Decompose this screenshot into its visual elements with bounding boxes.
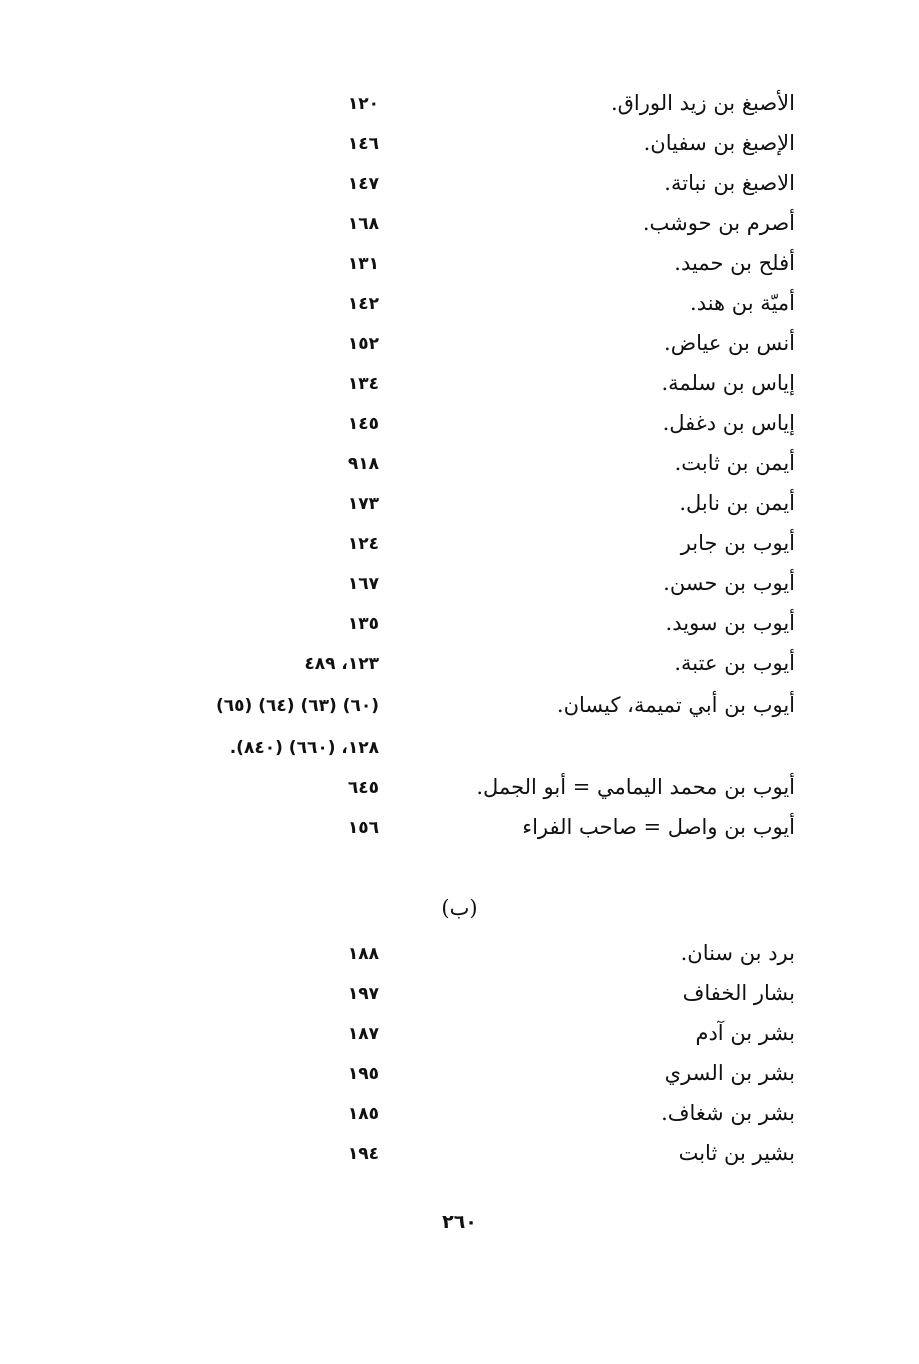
- index-entry: [0, 528, 919, 568]
- entry-pages: ١٨٥: [347, 1104, 379, 1124]
- entry-name: بشر بن شغاف.: [661, 1101, 795, 1125]
- index-entry: [0, 368, 919, 408]
- index-entry: [0, 288, 919, 328]
- page-number: ٢٦٠: [442, 1211, 477, 1233]
- entry-name: أيوب بن حسن.: [663, 571, 795, 595]
- index-entry: [0, 408, 919, 448]
- index-entry: [0, 88, 919, 128]
- entry-name: أيمن بن ثابت.: [674, 451, 795, 475]
- entry-name: أيوب بن عتبة.: [674, 651, 795, 675]
- entry-name: أيوب بن محمد اليمامي = أبو الجمل.: [476, 775, 795, 799]
- entry-name: الإصبغ بن سفيان.: [643, 131, 795, 155]
- entry-pages: (٦٠) (٦٣) (٦٤) (٦٥): [215, 696, 379, 716]
- entry-pages: ١٢٠: [347, 94, 379, 114]
- index-entry: [0, 1018, 919, 1058]
- entry-pages: ١٩٧: [347, 984, 379, 1004]
- entry-pages: ١٦٧: [347, 574, 379, 594]
- entry-name: الاصبغ بن نباتة.: [664, 171, 795, 195]
- entry-pages: ١٤٢: [347, 294, 379, 314]
- index-entry: [0, 812, 919, 852]
- entry-pages: ١٦٨: [347, 214, 379, 234]
- entry-name: أيوب بن أبي تميمة، كيسان.: [556, 693, 795, 717]
- index-entry: [0, 1138, 919, 1178]
- index-entry: [0, 1098, 919, 1138]
- entry-pages: ١٥٢: [347, 334, 379, 354]
- entry-pages: ١٣٤: [347, 374, 379, 394]
- entry-name: بشار الخفاف: [682, 981, 795, 1005]
- entry-pages: ١٤٧: [347, 174, 379, 194]
- entry-pages: ١٤٦: [347, 134, 379, 154]
- entry-pages: ١٨٨: [347, 944, 379, 964]
- index-entry: [0, 168, 919, 208]
- entry-name: أنس بن عياض.: [664, 331, 795, 355]
- index-entry: [0, 488, 919, 528]
- entry-pages: ١٣١: [347, 254, 379, 274]
- index-entry: [0, 248, 919, 288]
- entry-name: إياس بن سلمة.: [661, 371, 795, 395]
- entry-pages: ١٩٤: [347, 1144, 379, 1164]
- index-entry: [0, 978, 919, 1018]
- entry-pages: ١٢٣، ٤٨٩: [304, 654, 379, 674]
- entry-pages: ١٩٥: [347, 1064, 379, 1084]
- entry-name: بشر بن آدم: [695, 1021, 795, 1045]
- entry-pages: ١٨٧: [347, 1024, 379, 1044]
- entry-name: أميّة بن هند.: [690, 291, 795, 315]
- index-entry: [0, 448, 919, 488]
- index-entry: [0, 608, 919, 648]
- entry-name: أيوب بن جابر: [680, 531, 795, 555]
- entry-pages: ١٥٦: [347, 818, 379, 838]
- index-entry: [0, 328, 919, 368]
- entry-pages-continued: ١٢٨، (٦٦٠) (٨٤٠).: [229, 738, 379, 758]
- entry-pages: ٩١٨: [347, 454, 379, 474]
- entry-name: إياس بن دغفل.: [662, 411, 795, 435]
- section-heading: (ب): [441, 896, 478, 920]
- entry-pages: ٦٤٥: [347, 778, 379, 798]
- entry-pages: ١٣٥: [347, 614, 379, 634]
- entry-pages: ١٤٥: [347, 414, 379, 434]
- index-entry: [0, 568, 919, 608]
- entry-name: أيوب بن سويد.: [665, 611, 795, 635]
- entry-pages: ١٢٤: [347, 534, 379, 554]
- entry-name: أفلح بن حميد.: [674, 251, 795, 275]
- entry-name: بشر بن السري: [664, 1061, 795, 1085]
- entry-name: بشير بن ثابت: [678, 1141, 795, 1165]
- entry-name: برد بن سنان.: [680, 941, 795, 965]
- index-entry: [0, 772, 919, 812]
- entry-name: أصرم بن حوشب.: [642, 211, 795, 235]
- index-entry: [0, 128, 919, 168]
- index-entry: [0, 938, 919, 978]
- entry-name: أيمن بن نابل.: [679, 491, 795, 515]
- index-entry-continuation: [0, 732, 919, 772]
- index-entry: [0, 208, 919, 248]
- entry-name: أيوب بن واصل = صاحب الفراء: [522, 815, 795, 839]
- index-entry: [0, 1058, 919, 1098]
- entry-pages: ١٧٣: [347, 494, 379, 514]
- index-entry: [0, 648, 919, 688]
- index-entry: [0, 690, 919, 730]
- entry-name: الأصبغ بن زيد الوراق.: [610, 91, 795, 115]
